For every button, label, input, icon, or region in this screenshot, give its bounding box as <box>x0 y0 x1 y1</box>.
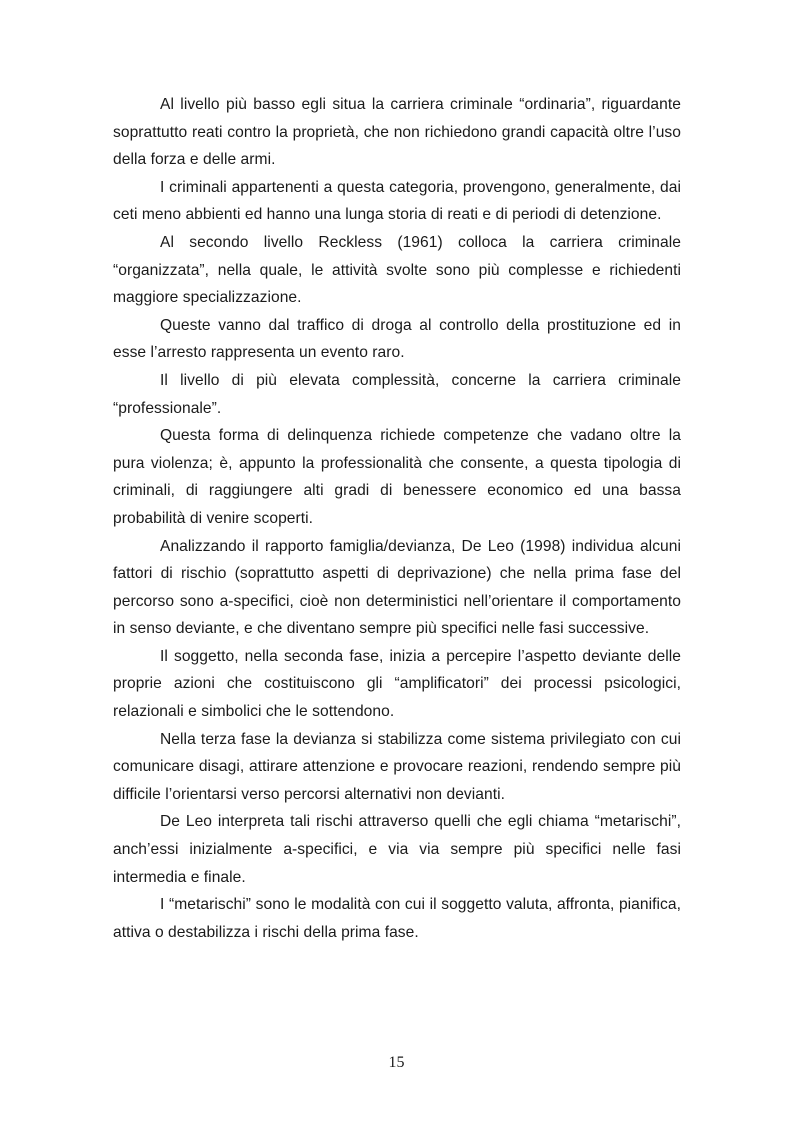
paragraph-2: I criminali appartenenti a questa categoria, provengono, generalmente, dai ceti meno abbienti ed hanno una lunga storia di reati e di periodi di detenzione. <box>113 178 681 224</box>
paragraph-3: Al secondo livello Reckless (1961) colloca la carriera criminale “organizzata”, nella quale, le attività svolte sono più complesse e richiedenti maggiore specializzazione. <box>113 233 681 307</box>
paragraph-1: Al livello più basso egli situa la carriera criminale “ordinaria”, riguardante soprattutto reati contro la proprietà, che non richiedono grandi capacità oltre l’uso della forza e delle armi. <box>113 96 681 169</box>
paragraph-7: Analizzando il rapporto famiglia/devianza, De Leo (1998) individua alcuni fattori di rischio (soprattutto aspetti di deprivazione) che nella prima fase del percorso sono a-specifici, cioè non deterministici nell’orientare il comportamento in senso deviante, e che diventano sempre più specifici nelle fasi successive. <box>113 537 681 638</box>
paragraph-6: Questa forma di delinquenza richiede competenze che vadano oltre la pura violenza; è, appunto la professionalità che consente, a questa tipologia di criminali, di raggiungere alti gradi di benessere economico ed una bassa probabilità di venire scoperti. <box>113 427 681 527</box>
paragraph-5: Il livello di più elevata complessità, concerne la carriera criminale “professionale”. <box>113 371 681 417</box>
paragraph-4: Queste vanno dal traffico di droga al controllo della prostituzione ed in esse l’arresto rappresenta un evento raro. <box>113 316 681 362</box>
body-text <box>113 91 681 946</box>
page-number: 15 <box>388 1054 405 1071</box>
paragraph-8: Il soggetto, nella seconda fase, inizia a percepire l’aspetto deviante delle proprie azioni che costituiscono gli “amplificatori” dei processi psicologici, relazionali e simbolici che le sottendono. <box>113 647 681 721</box>
paragraph-9: Nella terza fase la devianza si stabilizza come sistema privilegiato con cui comunicare disagi, attirare attenzione e provocare reazioni, rendendo sempre più difficile l’orientarsi verso percorsi alternativi non devianti. <box>113 730 681 803</box>
paragraph-10: De Leo interpreta tali rischi attraverso quelli che egli chiama “metarischi”, anch’essi inizialmente a-specifici, e via via sempre più specifici nelle fasi intermedia e finale. <box>113 813 681 886</box>
paragraph-11: I “metarischi” sono le modalità con cui il soggetto valuta, affronta, pianifica, attiva o destabilizza i rischi della prima fase. <box>113 896 681 941</box>
